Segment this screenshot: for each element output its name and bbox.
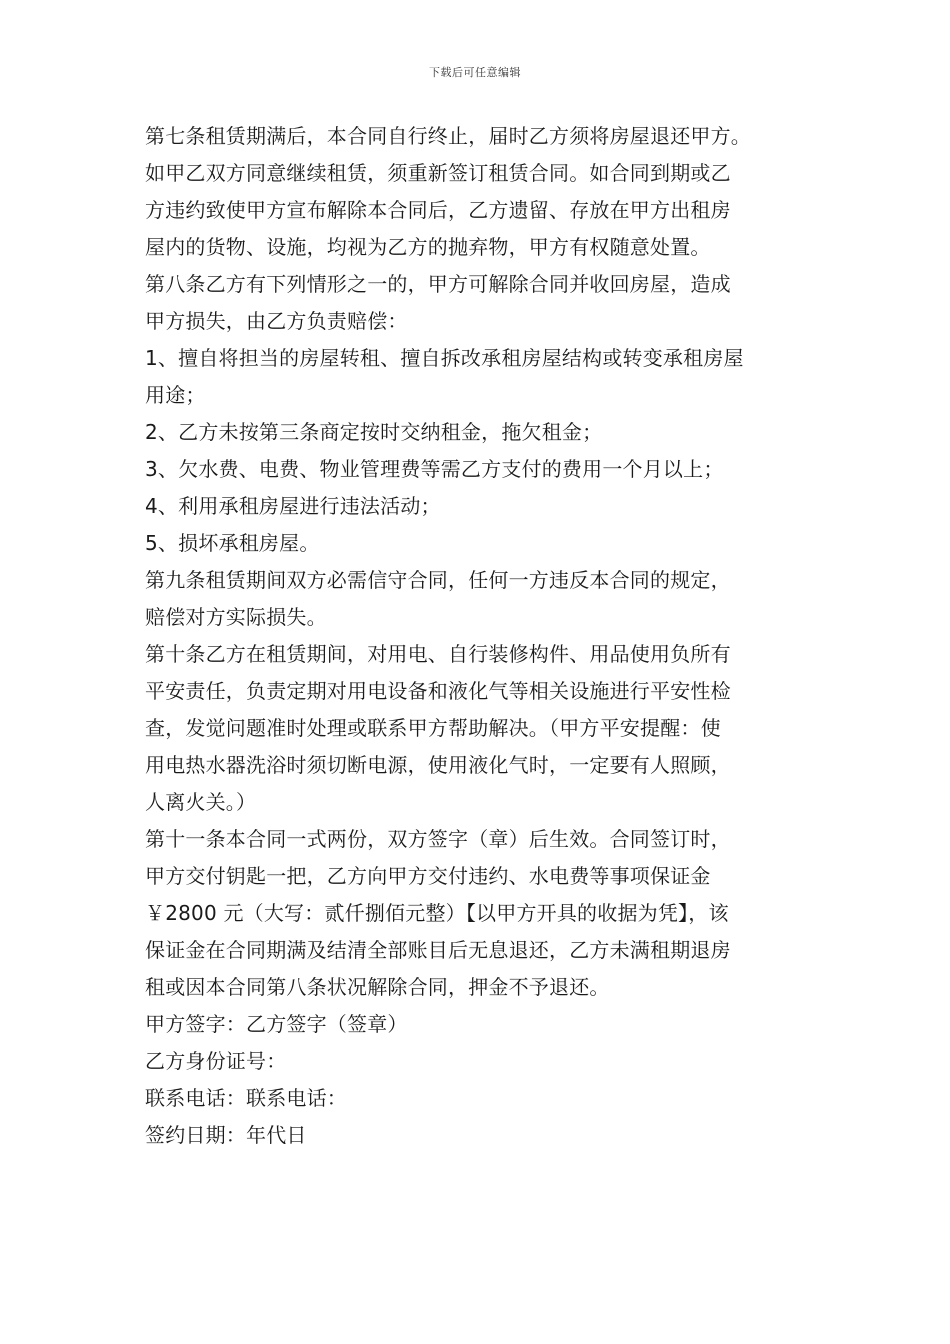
- text-line: 第十条乙方在租赁期间，对用电、自行装修构件、用品使用负所有: [145, 642, 731, 666]
- text-line: 保证金在合同期满及结清全部账目后无息退还，乙方未满租期退房: [145, 938, 731, 962]
- text-line: 用途；: [145, 383, 206, 407]
- text-line: 方违约致使甲方宣布解除本合同后，乙方遗留、存放在甲方出租房: [145, 198, 731, 222]
- text-line: ￥2800 元（大写：贰仟捌佰元整）【以甲方开具的收据为凭】，该: [145, 901, 729, 925]
- text-line: 屋内的货物、设施，均视为乙方的抛弃物，甲方有权随意处置。: [145, 235, 711, 259]
- text-line: 平安责任，负责定期对用电设备和液化气等相关设施进行平安性检: [145, 679, 731, 703]
- text-line: 联系电话：联系电话：: [145, 1086, 347, 1110]
- text-line: 乙方身份证号：: [145, 1049, 287, 1073]
- text-line: 2、乙方未按第三条商定按时交纳租金，拖欠租金；: [145, 420, 603, 444]
- text-line: 第七条租赁期满后，本合同自行终止，届时乙方须将房屋退还甲方。: [145, 124, 751, 148]
- text-line: 甲方签字：乙方签字（签章）: [145, 1012, 408, 1036]
- text-line: 甲方损失，由乙方负责赔偿：: [145, 309, 408, 333]
- page-header: 下载后可任意编辑: [429, 66, 521, 79]
- text-line: 5、损坏承租房屋。: [145, 531, 320, 555]
- text-line: 4、利用承租房屋进行违法活动；: [145, 494, 441, 518]
- text-line: 3、欠水费、电费、物业管理费等需乙方支付的费用一个月以上；: [145, 457, 724, 481]
- text-line: 签约日期：年代日: [145, 1123, 307, 1147]
- text-line: 1、擅自将担当的房屋转租、擅自拆改承租房屋结构或转变承租房屋: [145, 346, 744, 370]
- text-line: 第八条乙方有下列情形之一的，甲方可解除合同并收回房屋，造成: [145, 272, 731, 296]
- text-line: 如甲乙双方同意继续租赁，须重新签订租赁合同。如合同到期或乙: [145, 161, 731, 185]
- text-line: 第九条租赁期间双方必需信守合同，任何一方违反本合同的规定，: [145, 568, 731, 592]
- text-line: 用电热水器洗浴时须切断电源，使用液化气时，一定要有人照顾，: [145, 753, 731, 777]
- document-body: [145, 118, 825, 1154]
- text-line: 甲方交付钥匙一把，乙方向甲方交付违约、水电费等事项保证金: [145, 864, 711, 888]
- text-line: 租或因本合同第八条状况解除合同，押金不予退还。: [145, 975, 610, 999]
- text-line: 第十一条本合同一式两份，双方签字（章）后生效。合同签订时，: [145, 827, 731, 851]
- text-line: 查，发觉问题准时处理或联系甲方帮助解决。（甲方平安提醒：使: [145, 716, 721, 740]
- text-line: 人离火关。）: [145, 790, 257, 814]
- text-line: 赔偿对方实际损失。: [145, 605, 327, 629]
